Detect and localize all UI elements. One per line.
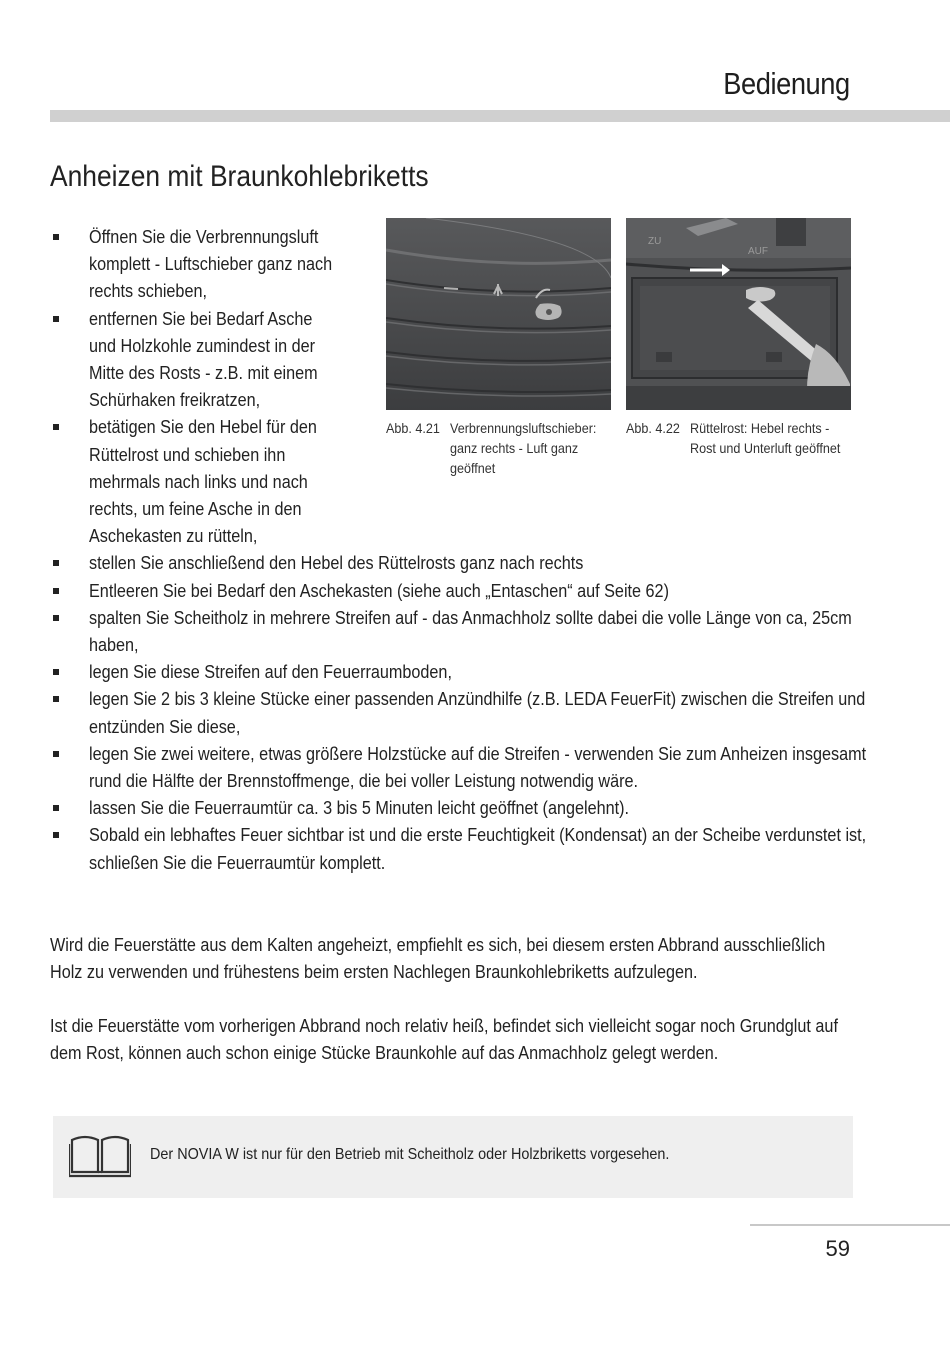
- list-item: Sobald ein lebhaftes Feuer sichtbar ist und die erste Feuchtigkeit (Kondensat) an der Scheibe verdunstet ist, schließen Sie die Feuerraumtür komplett.: [50, 822, 880, 876]
- label-zu: ZU: [648, 236, 662, 247]
- list-item: stellen Sie anschließend den Hebel des Rüttelrosts ganz nach rechts: [50, 550, 880, 577]
- bullet-icon: [53, 669, 59, 675]
- bullet-icon: [53, 316, 59, 322]
- bullet-icon: [53, 696, 59, 702]
- header-title: Bedienung: [723, 66, 850, 101]
- list-item: spalten Sie Scheitholz in mehrere Streifen auf - das Anmachholz sollte dabei die volle Länge von ca, 25cm haben,: [50, 605, 880, 659]
- figure-grate-lever-photo: [626, 218, 851, 410]
- section-title: Anheizen mit Braunkohlebriketts: [50, 160, 429, 193]
- header-divider: [50, 110, 950, 122]
- book-icon: [69, 1134, 131, 1178]
- paragraph-warm-start: Ist die Feuerstätte vom vorherigen Abbrand noch relativ heiß, befindet sich vielleicht sogar noch Grundglut auf dem Rost, können auch schon einige Stücke Braunkohle auf das Anmachholz gelegt werden.: [50, 1016, 838, 1063]
- note-text: Der NOVIA W ist nur für den Betrieb mit Scheitholz oder Holzbriketts vorgesehen.: [150, 1146, 670, 1163]
- list-item: legen Sie zwei weitere, etwas größere Holzstücke auf die Streifen - verwenden Sie zum Anheizen insgesamt rund die Hälfte der Brennstoffmenge, die bei voller Leistung notwendig wäre.: [50, 741, 880, 795]
- list-item: lassen Sie die Feuerraumtür ca. 3 bis 5 Minuten leicht geöffnet (angelehnt).: [50, 795, 880, 822]
- list-item: legen Sie diese Streifen auf den Feuerraumboden,: [50, 659, 880, 686]
- bullet-icon: [53, 805, 59, 811]
- figure-number: Abb. 4.22: [626, 420, 680, 436]
- bullet-icon: [53, 751, 59, 757]
- list-item: Öffnen Sie die Verbrennungsluft komplett - Luftschieber ganz nach rechts schieben,: [50, 224, 880, 306]
- figure-number: Abb. 4.21: [386, 420, 440, 436]
- bullet-icon: [53, 832, 59, 838]
- bullet-icon: [53, 615, 59, 621]
- page-number: 59: [825, 1236, 850, 1261]
- bullet-icon: [53, 234, 59, 240]
- footer-divider: [750, 1224, 950, 1226]
- list-item: legen Sie 2 bis 3 kleine Stücke einer passenden Anzündhilfe (z.B. LEDA FeuerFit) zwischen die Streifen und entzünden Sie diese,: [50, 686, 880, 740]
- bullet-icon: [53, 560, 59, 566]
- figure-caption-text: Verbrennungsluftschieber: ganz rechts - Luft ganz geöffnet: [450, 420, 597, 476]
- list-item: entfernen Sie bei Bedarf Asche und Holzkohle zumindest in der Mitte des Rosts - z.B. mit einem Schürhaken freikratzen,: [50, 306, 880, 415]
- bullet-icon: [53, 588, 59, 594]
- figure-caption-text: Rüttelrost: Hebel rechts - Rost und Unterluft geöffnet: [690, 420, 841, 456]
- list-item: betätigen Sie den Hebel für den Rüttelrost und schieben ihn mehrmals nach links und nach rechts, um feine Asche in den Aschekasten zu rütteln,: [50, 414, 880, 550]
- label-auf: AUF: [748, 246, 768, 257]
- list-item: Entleeren Sie bei Bedarf den Aschekasten (siehe auch „Entaschen“ auf Seite 62): [50, 578, 880, 605]
- bullet-icon: [53, 424, 59, 430]
- paragraph-cold-start: Wird die Feuerstätte aus dem Kalten angeheizt, empfiehlt es sich, bei diesem ersten Abbrand ausschließlich Holz zu verwenden und frühestens beim ersten Nachlegen Braunkohlebriketts aufzulegen.: [50, 935, 826, 982]
- note-box: [53, 1116, 853, 1198]
- figure-air-slider-photo: [386, 218, 611, 410]
